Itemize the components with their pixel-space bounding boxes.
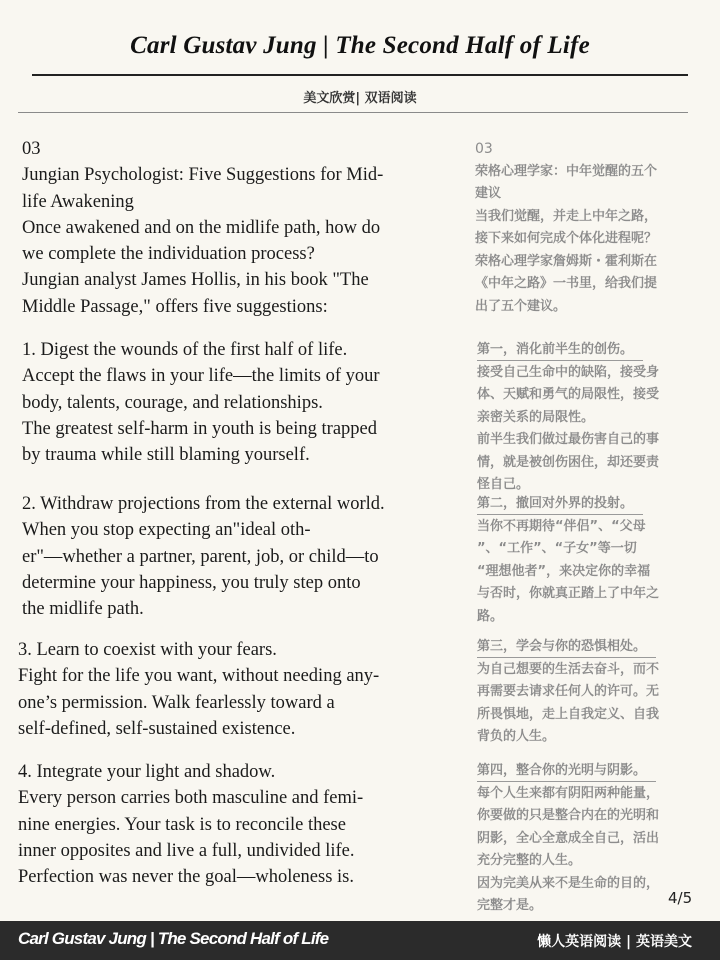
text-line: 《中年之路》一书里，给我们提	[475, 276, 658, 291]
text-line: nine energies. Your task is to reconcile these	[18, 814, 346, 835]
text-line: er"—whether a partner, parent, job, or child—to	[22, 546, 379, 567]
text-line: body, talents, courage, and relationships.	[22, 392, 323, 413]
text-line: Accept the flaws in your life—the limits of your	[22, 366, 380, 387]
text-line: 体、天赋和勇气的局限性，接受	[477, 387, 660, 402]
text-line: 路。	[477, 608, 504, 624]
english-suggestion-1	[22, 337, 380, 468]
text-line: 情，就是被创伤困住，却还要责	[477, 454, 660, 470]
text-line: 为自己想要的生活去奋斗，而不	[477, 661, 660, 677]
text-line: 亲密关系的局限性。	[477, 409, 595, 425]
text-line: Once awakened and on the midlife path, how do	[22, 217, 381, 238]
text-line: Jungian Psychologist: Five Suggestions for Mid-	[22, 165, 384, 186]
title-divider	[32, 74, 688, 76]
text-line: 前半生我们做过最伤害自己的事	[477, 432, 660, 447]
text-line: 出了五个建议。	[475, 298, 567, 314]
text-line: 所畏惧地，走上自我定义、自我	[477, 706, 660, 722]
page-title: Carl Gustav Jung | The Second Half of Life	[130, 32, 590, 59]
text-line: by trauma while still blaming yourself.	[22, 445, 310, 466]
text-line: one’s permission. Walk fearlessly toward a	[18, 692, 335, 713]
chinese-suggestion-2-heading: 第二，撤回对外界的投射。	[477, 494, 643, 515]
text-line: 每个人生来都有阴阳两种能量，	[477, 785, 660, 801]
chinese-suggestion-2-body	[477, 516, 659, 629]
text-line: 怪自己。	[477, 477, 530, 492]
text-line: When you stop expecting an"ideal oth-	[22, 520, 311, 541]
text-line: Perfection was never the goal—wholeness is.	[18, 867, 354, 888]
chinese-suggestion-1	[477, 339, 659, 497]
english-suggestion-2	[22, 491, 385, 622]
chinese-suggestion-2	[477, 493, 659, 628]
text-line: 阴影，全心全意成全自己，活出	[477, 830, 660, 846]
text-line: life Awakening	[22, 191, 134, 212]
text-line: 完整才是。	[477, 898, 543, 913]
text-line: Fight for the life you want, without needing any-	[18, 666, 380, 687]
chinese-suggestion-4-heading: 第四，整合你的光明与阴影。	[477, 761, 656, 782]
text-line: 2. Withdraw projections from the external world.	[22, 494, 385, 514]
text-line: 荣格心理学家詹姆斯・霍利斯在	[475, 253, 658, 269]
chinese-suggestion-4-body	[477, 783, 659, 918]
text-line: 你要做的只是整合内在的光明和	[477, 808, 660, 823]
text-line: 1. Digest the wounds of the first half of life.	[22, 340, 348, 360]
text-line: “理想他者”，来决定你的幸福	[477, 563, 651, 579]
text-line: ”、“工作”、“子女”等一切	[477, 541, 637, 556]
english-suggestion-3	[18, 637, 379, 742]
text-line: Middle Passage," offers five suggestions:	[22, 296, 328, 317]
text-line: 接下来如何完成个体化进程呢？	[475, 231, 658, 246]
text-line: 03	[22, 139, 41, 159]
chinese-section-number: 03	[475, 141, 493, 157]
text-line: Every person carries both masculine and femi-	[18, 788, 364, 809]
chinese-suggestion-3-heading: 第三，学会与你的恐惧相处。	[477, 637, 656, 658]
subtitle-divider	[18, 112, 688, 113]
text-line: we complete the individuation process?	[22, 244, 315, 265]
page-subtitle: 美文欣赏| 双语阅读	[303, 91, 417, 106]
footer-bar	[0, 921, 720, 960]
footer-title: Carl Gustav Jung | The Second Half of Life	[18, 929, 329, 948]
chinese-suggestion-4	[477, 760, 659, 918]
text-line: 与否时，你就真正踏上了中年之	[477, 586, 660, 601]
text-line: 3. Learn to coexist with your fears.	[18, 640, 277, 660]
text-line: 4. Integrate your light and shadow.	[18, 762, 276, 782]
text-line: inner opposites and live a full, undivided life.	[18, 840, 355, 861]
chinese-intro	[475, 138, 657, 318]
text-line: self-defined, self-sustained existence.	[18, 718, 296, 739]
text-line: Jungian analyst James Hollis, in his book "The	[22, 270, 369, 291]
text-line: the midlife path.	[22, 599, 144, 620]
page-indicator: 4/5	[668, 889, 693, 907]
chinese-suggestion-3-body	[477, 659, 659, 749]
text-line: The greatest self-harm in youth is being trapped	[22, 418, 377, 439]
footer-brand: 懒人英语阅读 | 英语美文	[537, 934, 692, 950]
text-line: 当你不再期待“伴侣”、“父母	[477, 518, 646, 534]
chinese-suggestion-1-body	[477, 362, 659, 497]
english-suggestion-4	[18, 759, 363, 890]
text-line: 当我们觉醒，并走上中年之路，	[475, 208, 658, 224]
text-line: determine your happiness, you truly step onto	[22, 572, 361, 593]
text-line: 充分完整的人生。	[477, 853, 582, 868]
english-intro	[22, 136, 383, 320]
text-line: 荣格心理学家：中年觉醒的五个	[475, 163, 658, 179]
chinese-intro-lines	[475, 161, 657, 319]
chinese-suggestion-3	[477, 636, 659, 749]
text-line: 接受自己生命中的缺陷，接受身	[477, 364, 660, 380]
text-line: 背负的人生。	[477, 729, 556, 744]
text-line: 再需要去请求任何人的许可。无	[477, 684, 660, 699]
text-line: 因为完美从来不是生命的目的，	[477, 875, 660, 891]
text-line: 建议	[475, 186, 502, 201]
chinese-suggestion-1-heading: 第一，消化前半生的创伤。	[477, 340, 643, 361]
